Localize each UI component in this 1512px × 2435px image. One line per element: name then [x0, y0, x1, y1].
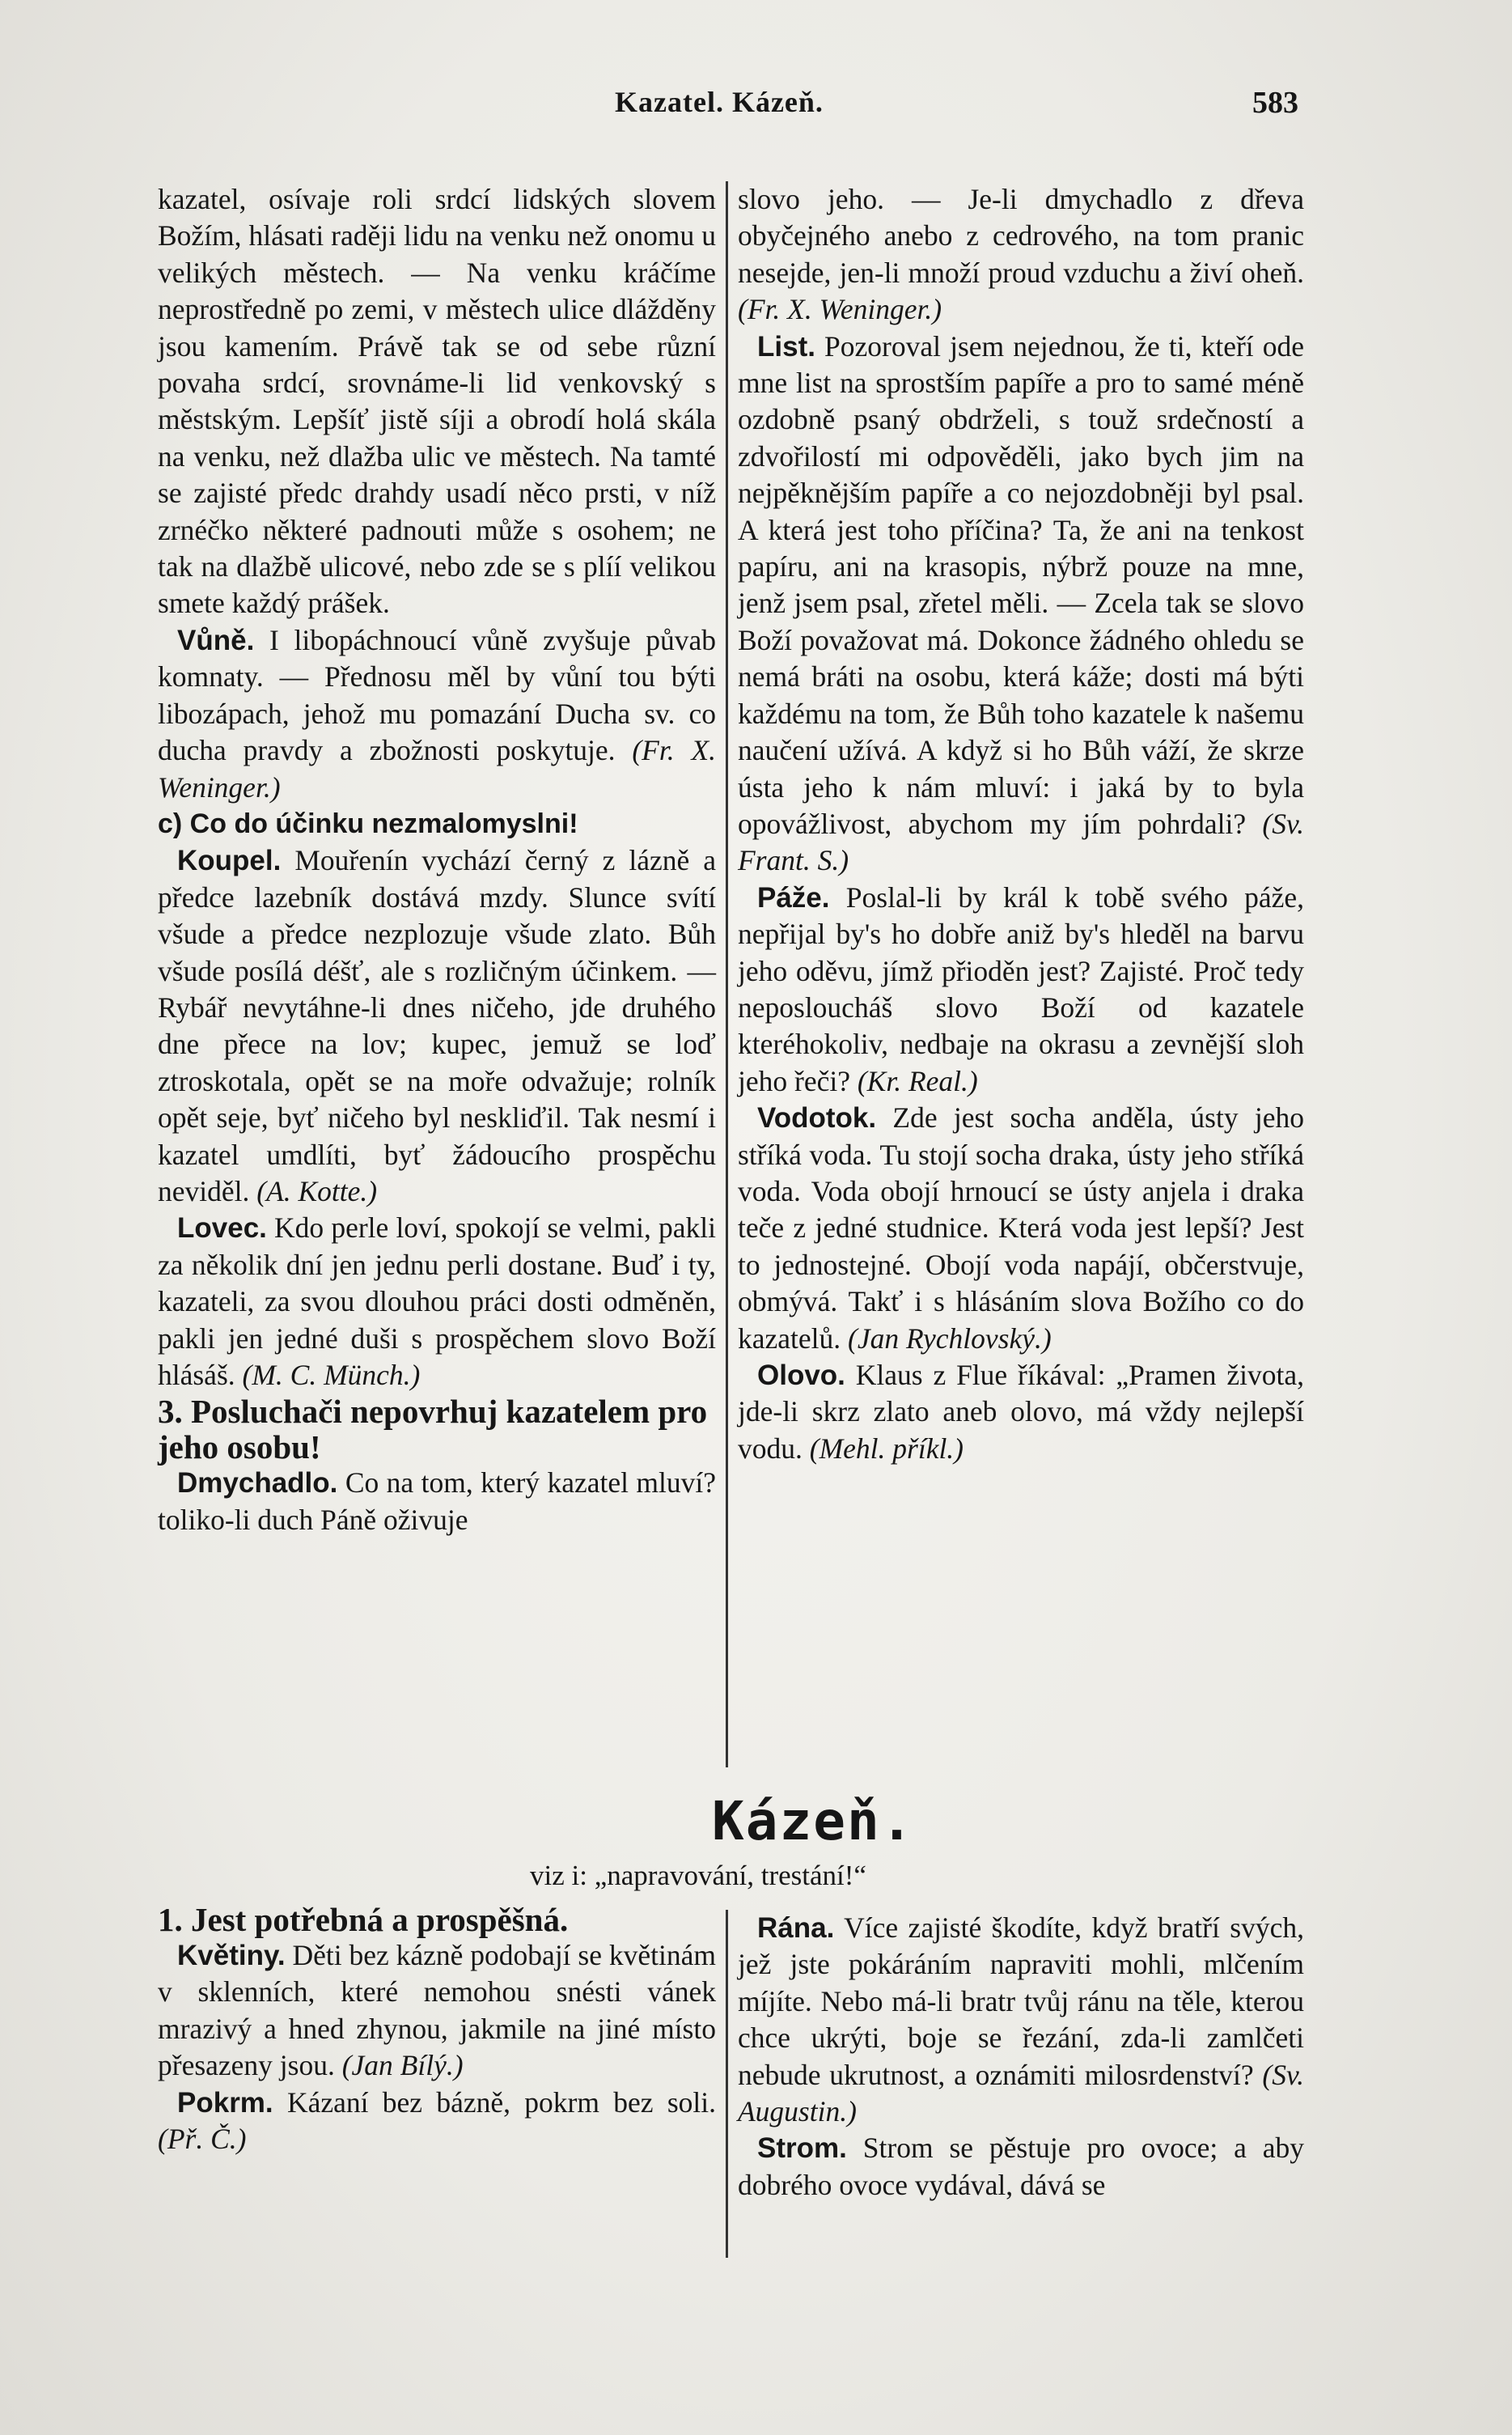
column-divider-upper — [726, 181, 728, 1767]
entry-text: Zde jest socha anděla, ústy jeho stříká voda. Tu stojí socha draka, ústy jeho stříká voda. Voda obojí hrnoucí se ústy anjela i draka teče z jedné studnice. Která voda jest lepší? Jest to jednostejné. Obojí voda napájí, občerstvuje, obmývá. Takť i s hlásáním slova Božího co do kazatelů. — [738, 1101, 1305, 1355]
entry-source: (Jan Bílý.) — [341, 2049, 464, 2082]
entry-keyword: Koupel. — [177, 845, 282, 877]
entry-text: Více zajisté škodíte, když bratří svých, jež jste pokáráním napraviti mohli, mlčením míjíte. Nebo má-li bratr tvůj ránu na těle, kterou chce ukrýti, boje se řezání, zda-li zamlčeti nebude ukrutnost, a oznámiti milosrdenství? — [738, 1911, 1304, 2091]
entry-source: (Př. Č.) — [158, 2123, 247, 2156]
entry-keyword: Páže. — [757, 881, 830, 914]
entry-keyword: Vodotok. — [757, 1102, 877, 1135]
section-heading-1: 1. Jest potřebná a prospěšná. — [158, 1901, 569, 1938]
entry-source: (Fr. X. Weninger.) — [158, 734, 717, 804]
entry-text: Poslal-li by král k tobě svého páže, nepřijal by's ho dobře aniž by's hleděl na barvu jeho oděvu, jímž přioděn jest? Zajisté. Proč tedy neposloucháš slovo Boží od kazatele kteréhokoliv, nedbaje na okrasu a zevnější sloh jeho řeči? — [738, 880, 1305, 1097]
entry-list — [738, 329, 1304, 880]
entry-keyword: Květiny. — [177, 1940, 286, 1971]
entry-source: (M. C. Münch.) — [242, 1359, 421, 1391]
entry-text: Děti bez kázně podobají se květinám v sklenních, které nemohou snésti vánek mrazivý a hned zhynou, jakmile na jiné místo přesazeny jsou. — [158, 1939, 717, 2082]
entry-text: I libopáchnoucí vůně zvyšuje půvab komnaty. — Přednosu měl by vůní tou býti libozápach, jehož mu pomazání Ducha sv. co ducha pravdy a zbožnosti poskytuje. — [158, 623, 717, 767]
entry-keyword: Lovec. — [177, 1212, 267, 1245]
page-number: 583 — [1252, 86, 1298, 120]
right-column-lower — [738, 1910, 1304, 2204]
entry-kvetiny — [158, 1937, 716, 2085]
entry-keyword: Pokrm. — [177, 2086, 273, 2119]
entry-keyword: Vůně. — [177, 624, 255, 656]
entry-rana — [738, 1910, 1304, 2130]
entry-vune — [158, 622, 716, 806]
entry-source: (Mehl. příkl.) — [809, 1432, 964, 1465]
subheading-c: c) Co do účinku nezmalomyslni! — [158, 808, 578, 839]
entry-keyword: Dmychadlo. — [177, 1467, 338, 1500]
left-intro-paragraph: kazatel, osívaje roli srdcí lidských slovem Božím, hlásati raději lidu na venku než onomu u velikých městech. — Na venku kráčíme neprostředně po zemi, v městech ulice dlážděny jsou kamením. Právě tak se od sebe různí povaha srdcí, srovnáme-li lid venkovský s městským. Lepšíť jistě síji a obrodí holá skála na venku, než dlažba ulic ve městech. Na tamté se zajisté předc drahdy usadí něco prsti, v níž zrnéčko některé padnouti může s osohem; ne tak na dlažbě ulicové, nebo zde se s plíí velikou smete každý prášek. — [158, 183, 716, 620]
entry-strom — [738, 2130, 1304, 2204]
entry-keyword: Olovo. — [757, 1360, 845, 1391]
header-title: Kazatel. Kázeň. — [615, 86, 824, 118]
entry-source: (Fr. X. Weninger.) — [738, 293, 942, 326]
entry-text: Kdo perle loví, spokojí se velmi, pakli za několik dní jen jednu perli dostane. Buď i ty, kazateli, za svou dlouhou práci dosti odměněn, pakli jen jedné duši s prospěchem slovo Boží hlásáš. — [158, 1211, 716, 1391]
entry-keyword: Rána. — [757, 1912, 835, 1944]
entry-source: (Jan Rychlovský.) — [848, 1321, 1052, 1355]
entry-text: Pozoroval jsem nejednou, že ti, kteří ode mne list na sprostším papíře a pro to samé méně ozdobně psaný obdrželi, s touž srdečností a zdvořilostí mi odpověděli, jako bych jim na nejpěknějším papíře a co nejozdobněji byl psal. A která jest toho příčina? Ta, že ani na tenkost papíru, ani na krasopis, nýbrž pouze na mne, jenž jsem psal, zřetel měli. — Zcela tak se slovo Boží považovat má. Dokonce žádného ohledu se nemá bráti na osobu, která káže; dosti má býti každému na tom, že Bůh toho kazatele k našemu naučení užívá. A když si ho Bůh váží, že skrze ústa jeho k nám mluví: i jaká by to byla opovážlivost, abychom my jím pohrdali? — [738, 329, 1304, 840]
right-column-upper — [738, 181, 1304, 1467]
entry-pokrm — [158, 2085, 716, 2158]
entry-text: slovo jeho. — Je-li dmychadlo z dřeva obyčejného anebo z cedrového, na tom pranic nesejde, jen-li množí proud vzduchu a živí oheň. — [738, 183, 1304, 289]
entry-koupel — [158, 842, 716, 1210]
entry-keyword: List. — [757, 330, 815, 363]
entry-source: (Sv. Augustin.) — [738, 2058, 1304, 2128]
section-heading-3: 3. Posluchači nepovrhuj kazatelem pro jeho osobu! — [158, 1393, 708, 1466]
left-column-upper — [158, 181, 716, 1538]
entry-paze — [738, 880, 1304, 1100]
entry-text: Co na tom, který kazatel mluví? toliko-li duch Páně oživuje — [158, 1466, 716, 1536]
entry-text: Klaus z Flue říkával: „Pramen života, jde-li skrz zlato aneb olovo, má vždy nejlepší vodu. — [738, 1359, 1304, 1465]
right-intro-paragraph — [738, 181, 1304, 329]
chapter-title: Kázeň. — [712, 1790, 915, 1852]
entry-text: Mouřenín vychází černý z lázně a předce lazebník dostává mzdy. Slunce svítí všude a předce nezplozuje všude zlato. Bůh všude posílá déšť, ale s rozličným účinkem. — Rybář nevytáhne-li dnes ničeho, jde druhého dne přece na lov; kupec, jemuž se loď ztroskotala, opět se na moře odvažuje; rolník opět seje, byť ničeho byl neskliďil. Tak nesmí i kazatel umdlíti, byť žádoucího prospěchu neviděl. — [158, 844, 717, 1207]
entry-source: (A. Kotte.) — [256, 1174, 378, 1207]
see-also-note: viz i: „napravování, trestání!“ — [530, 1860, 866, 1891]
entry-source: (Kr. Real.) — [857, 1064, 978, 1097]
entry-text: Strom se pěstuje pro ovoce; a aby dobrého ovoce vydával, dává se — [738, 2132, 1305, 2201]
left-column-lower — [158, 1902, 716, 2157]
entry-text: Kázaní bez bázně, pokrm bez soli. — [286, 2085, 717, 2119]
running-header — [0, 85, 1512, 134]
entry-olovo — [738, 1357, 1304, 1467]
column-divider-lower — [726, 1910, 728, 2258]
entry-source: (Sv. Frant. S.) — [738, 807, 1304, 877]
entry-dmychadlo — [158, 1465, 716, 1538]
entry-lovec — [158, 1210, 716, 1394]
entry-keyword: Strom. — [757, 2132, 847, 2165]
entry-vodotok — [738, 1100, 1304, 1357]
